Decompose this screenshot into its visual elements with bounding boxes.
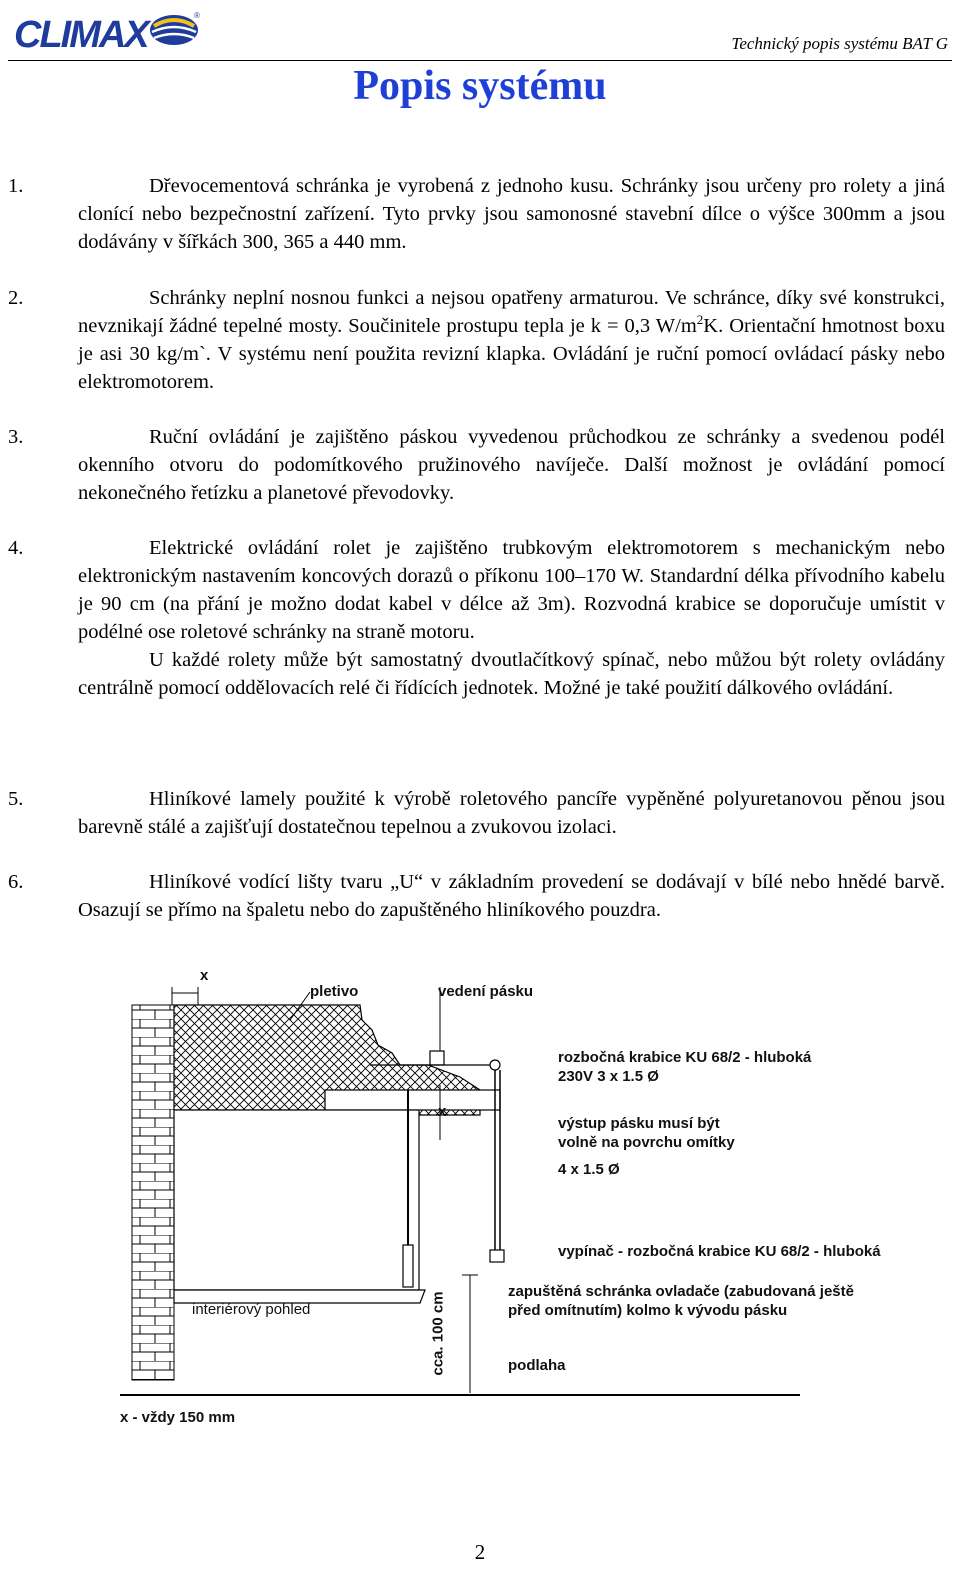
paragraph-number: 6. — [8, 871, 24, 893]
paragraph-5 — [8, 785, 945, 841]
page-number: 2 — [474, 1540, 486, 1564]
paragraph-number: 1. — [8, 175, 24, 197]
label-podlaha: podlaha — [508, 1357, 566, 1374]
logo-text: CLIMAX — [14, 14, 148, 56]
label-vedeni-pasku: vedení pásku — [438, 983, 534, 1000]
paragraph-6 — [8, 868, 945, 924]
paragraph-4 — [8, 534, 945, 702]
logo-cloud-icon — [148, 10, 200, 48]
label-rozbocna-krabice: rozbočná krabice KU 68/2 - hluboká — [558, 1049, 812, 1066]
label-interierovy-pohled: interiérový pohled — [192, 1301, 311, 1318]
paragraph-text: Ruční ovládání je zajištěno páskou vyvedenou průchodkou ze schránky a svedenou podél okenního otvoru do podomítkového pružinového navíječe. Další možnost je ovládání pomocí nekonečného řetízku a planetové převodovky. — [78, 426, 945, 504]
label-pletivo: pletivo — [310, 983, 359, 1000]
superscript: 2 — [696, 312, 704, 328]
paragraph-number: 5. — [8, 788, 24, 810]
label-zapustena-2: před omítnutím) kolmo k vývodu pásku — [508, 1302, 788, 1319]
diagram-drawing — [100, 965, 860, 1435]
svg-text:®: ® — [194, 11, 200, 20]
label-x-mid: x — [438, 1103, 447, 1120]
label-zapustena-1: zapuštěná schránka ovladače (zabudovaná ještě — [508, 1283, 854, 1300]
doc-title: Technický popis systému BAT G — [731, 34, 948, 53]
paragraph-number: 2. — [8, 287, 24, 309]
label-vystup-2: volně na povrchu omítky — [558, 1134, 735, 1151]
paragraph-text: Dřevocementová schránka je vyrobená z jednoho kusu. Schránky jsou určeny pro rolety a jiná clonící nebo bezpečnostní zařízení. Tyto prvky jsou samonosné stavební dílce o výšce 300mm a jsou dodávány v šířkách 300, 365 a 440 mm. — [78, 175, 945, 253]
paragraph-number: 3. — [8, 426, 24, 448]
label-vypinac: vypínač - rozbočná krabice KU 68/2 - hluboká — [558, 1243, 881, 1260]
page-title: Popis systému — [353, 63, 607, 109]
label-vodic: 4 x 1.5 Ø — [558, 1161, 620, 1178]
paragraph-text-part: Schránky neplní nosnou funkci a nejsou opatřeny armaturou. Ve schránce, díky své konstrukci, nevznikají žádné tepelné mosty. Součinitele prostupu tepla je k = 0,3 W/m — [78, 287, 945, 337]
paragraph-text-continued: U každé rolety může být samostatný dvoutlačítkový spínač, nebo můžou být rolety ovládány centrálně pomocí oddělovacích relé či řídících jednotek. Možné je také použití dálkového ovládání. — [78, 649, 945, 699]
paragraph-text: Hliníkové lamely použité k výrobě roletového pancíře vypěněné polyuretanovou pěnou jsou barevně stálé a zajišťují dostatečnou tepelnou a zvukovou izolaci. — [78, 788, 945, 838]
paragraph-text: Hliníkové vodící lišty tvaru „U“ v základním provedení se dodávají v bílé nebo hnědé barvě. Osazují se přímo na špaletu nebo do zapuštěného hliníkového pouzdra. — [78, 871, 945, 921]
paragraph-2 — [8, 284, 945, 396]
paragraph-1 — [8, 172, 945, 256]
label-x-top: x — [200, 967, 209, 984]
paragraph-3 — [8, 423, 945, 507]
label-x-note: x - vždy 150 mm — [120, 1409, 236, 1426]
paragraph-text-part: K. Orientační hmotnost boxu je asi 30 kg/m`. V systému není použita revizní klapka. Ovládání je ruční pomocí ovládací pásky nebo elektromotorem. — [78, 315, 945, 393]
label-rozbocna-krabice-spec: 230V 3 x 1.5 Ø — [558, 1068, 659, 1085]
installation-diagram — [100, 965, 881, 1435]
paragraph-number: 4. — [8, 537, 24, 559]
paragraph-text — [78, 284, 945, 396]
label-vystup-1: výstup pásku musí být — [558, 1115, 720, 1132]
paragraph-text: Elektrické ovládání rolet je zajištěno trubkovým elektromotorem s mechanickým nebo elektronickým nastavením koncových dorazů o příkonu 100–170 W. Standardní délka přívodního kabelu je 90 cm (na přání je možno dodat kabel v délce až 3m). Rozvodná krabice se doporučuje umístit v podélné ose roletové schránky na straně motoru. — [78, 537, 945, 643]
label-cca-100cm: cca. 100 cm — [429, 1291, 447, 1376]
header-rule — [8, 60, 952, 61]
